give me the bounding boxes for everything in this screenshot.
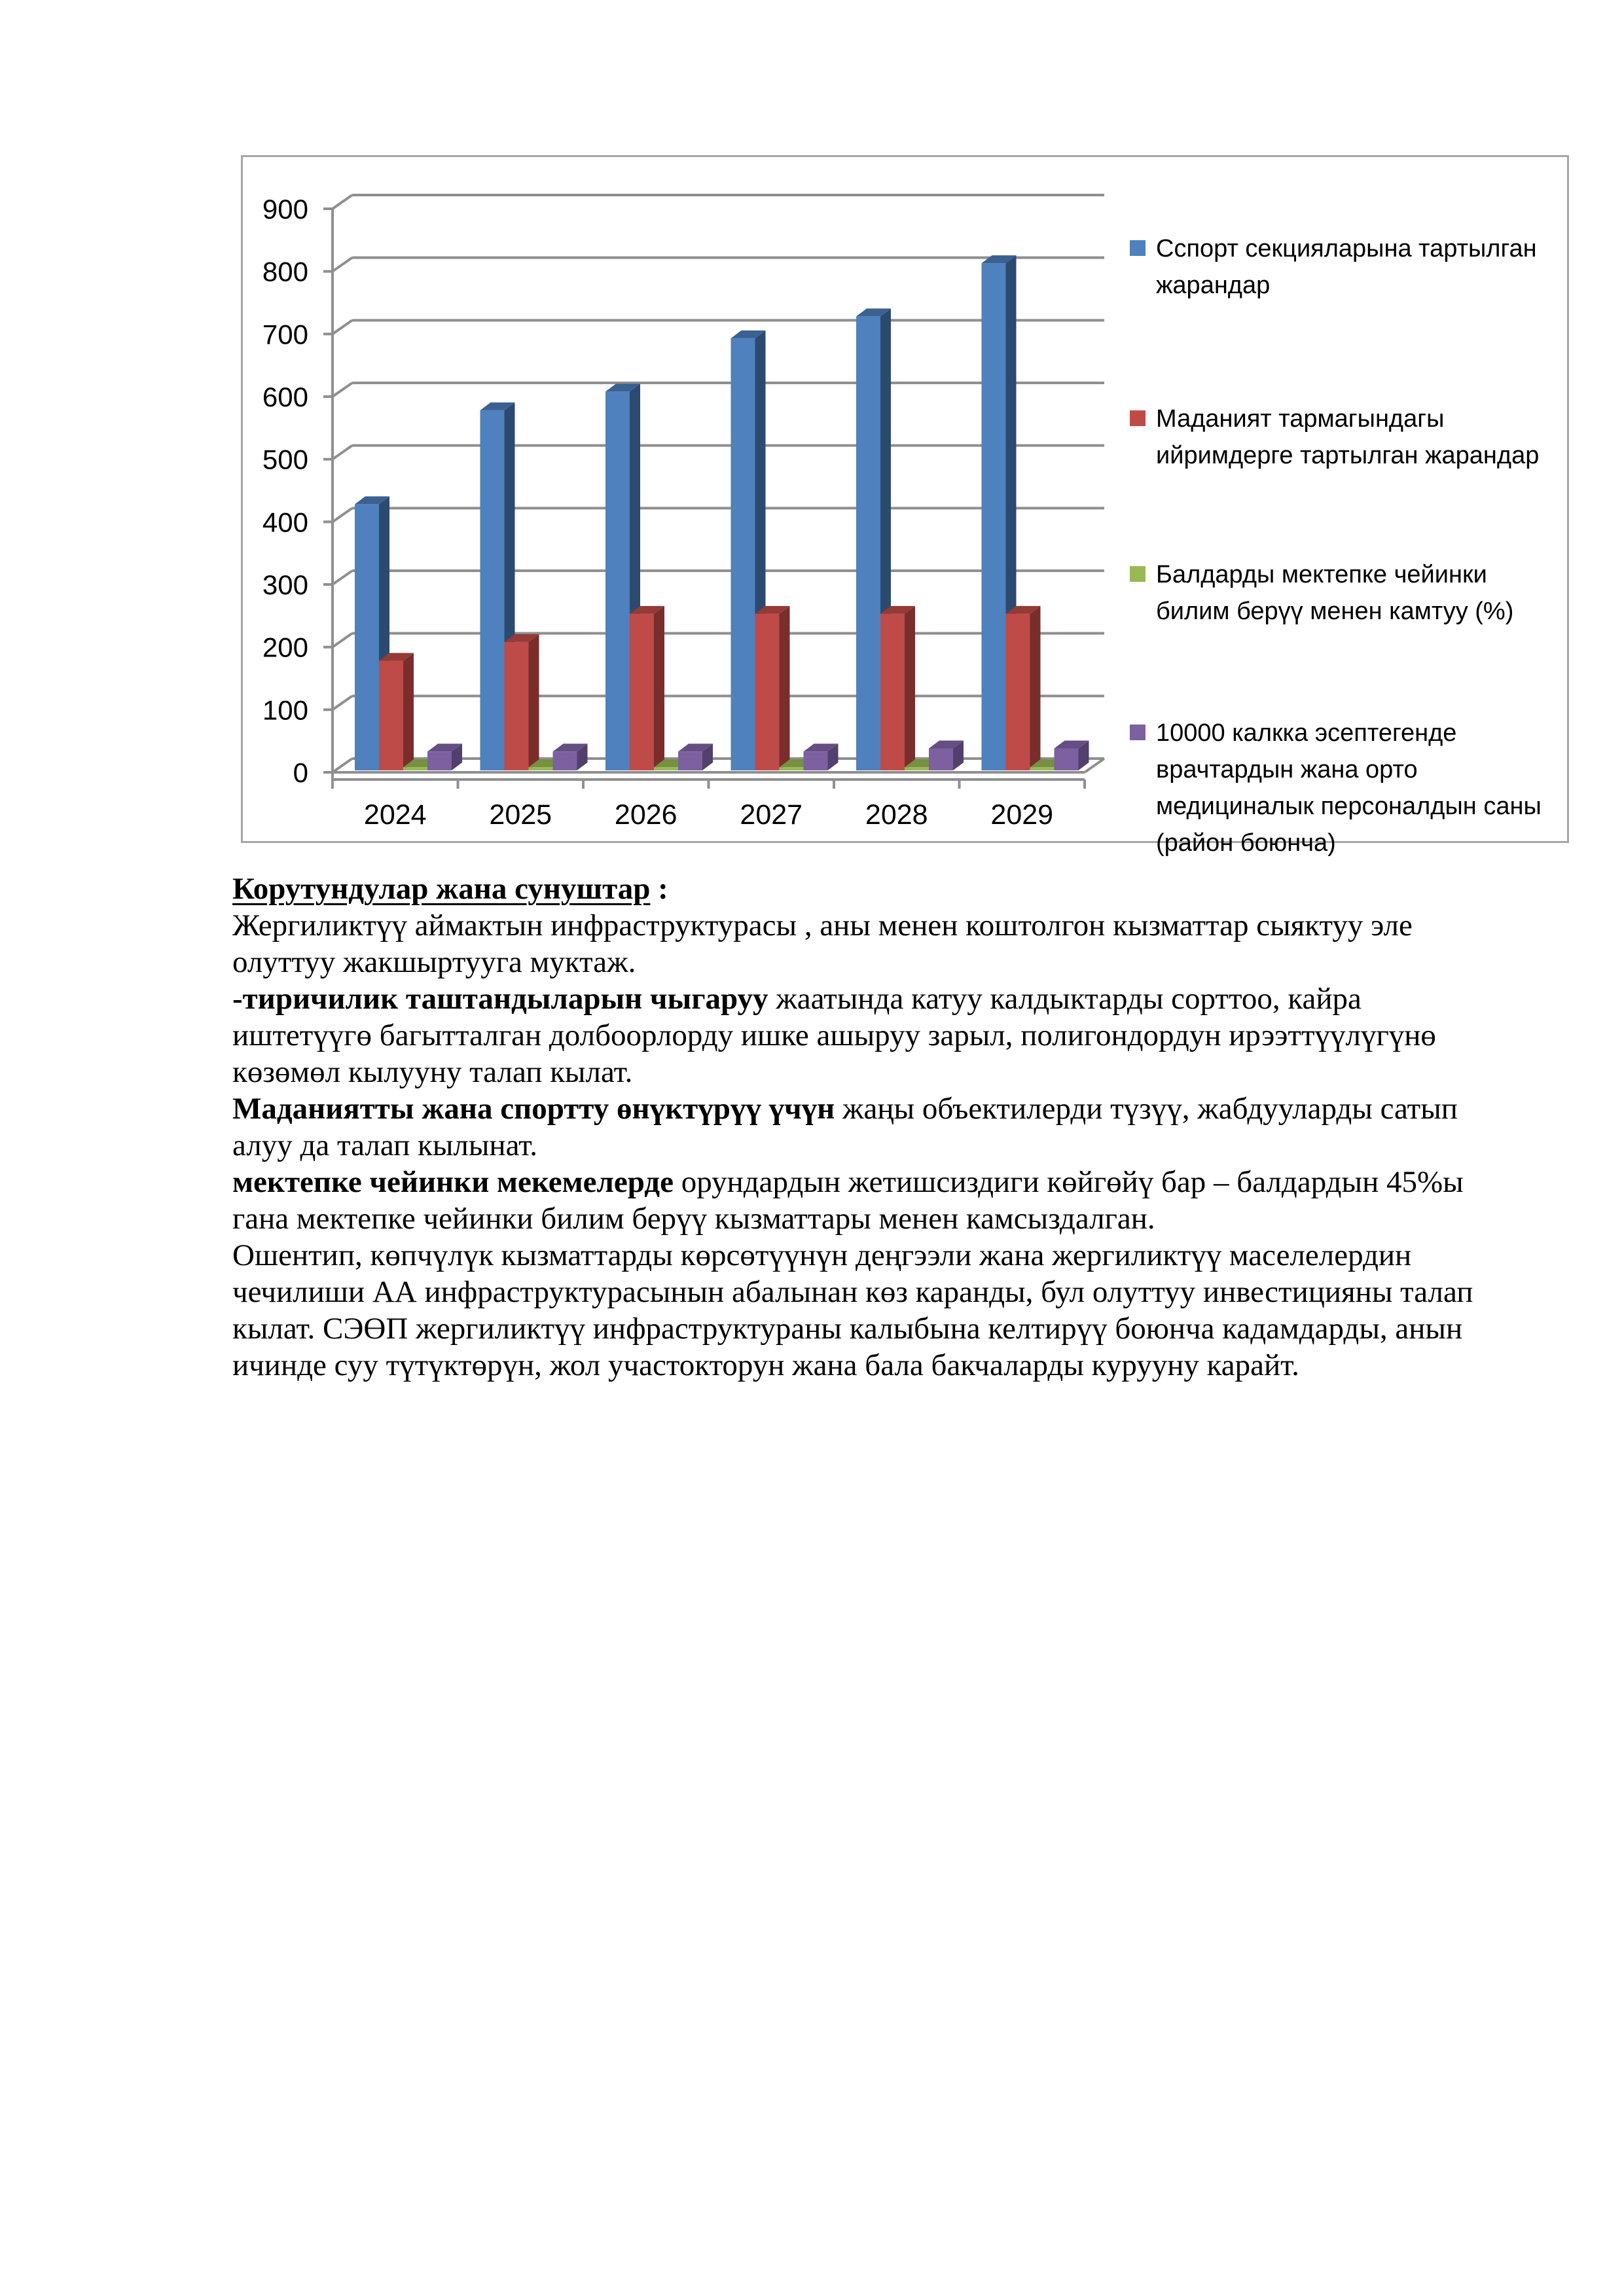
legend-label: Маданият тармагындагы ийримдерге тартылган жарандар xyxy=(1156,405,1540,469)
body-text xyxy=(232,870,1479,1384)
paragraph xyxy=(232,1237,1479,1384)
paragraph xyxy=(232,1090,1479,1164)
gridline-connector xyxy=(333,634,352,647)
bar xyxy=(505,642,529,770)
x-tick-label: 2025 xyxy=(489,799,552,831)
bar-side xyxy=(780,606,790,770)
gridline-connector xyxy=(333,383,352,397)
bar-chart-3d xyxy=(243,157,1567,841)
section-heading xyxy=(232,870,1479,907)
heading-text: Корутундулар жана сунуштар xyxy=(232,872,651,906)
bar xyxy=(355,504,379,770)
paragraph-text: жаңы объектилерди түзүү, жабдууларды сатып алуу да талап кылынат. xyxy=(232,1092,1458,1162)
gridline-connector xyxy=(333,571,352,584)
bar xyxy=(929,749,953,770)
bar xyxy=(529,767,553,770)
gridline-connector xyxy=(333,446,352,459)
paragraph-text: Жергиликтүү аймактын инфраструктурасы , аны менен коштолгон кызматтар сыяктуу эле олуттуу жакшыртууга муктаж. xyxy=(232,908,1413,979)
bar xyxy=(1030,767,1055,770)
paragraph xyxy=(232,980,1479,1090)
bar xyxy=(480,410,505,770)
legend-label: Балдарды мектепке чейинки билим берүү менен камтуу (%) xyxy=(1156,561,1514,625)
paragraph-text: орундардын жетишсиздиги көйгөйү бар – балдардын 45%ы гана мектепке чейинки билим берүү кызматтары менен камсыздалган. xyxy=(232,1165,1464,1236)
bar xyxy=(630,614,654,770)
y-tick-label: 800 xyxy=(262,256,308,287)
y-tick-label: 700 xyxy=(262,319,308,350)
y-tick-label: 900 xyxy=(262,194,308,224)
paragraph-text: жаатында катуу калдыктарды сорттоо, кайра иштетүүгө багытталган долбоорлорду ишке ашыруу зарыл, полигондордун ирээттүүлүгүнө көзөмөл кылууну талап кылат. xyxy=(232,982,1436,1089)
bar xyxy=(553,751,577,770)
heading-colon: : xyxy=(650,872,668,906)
y-tick-label: 0 xyxy=(293,757,308,788)
bar xyxy=(731,338,755,770)
bar xyxy=(755,614,780,770)
y-tick-label: 100 xyxy=(262,694,308,726)
paragraph xyxy=(232,1164,1479,1237)
y-tick-label: 300 xyxy=(262,569,308,600)
paragraph-bold-lead: Маданиятты жана спортту өнүктүрүү үчүн xyxy=(232,1092,835,1126)
gridline-connector xyxy=(333,258,352,272)
chart-container xyxy=(241,155,1569,857)
x-tick-label: 2028 xyxy=(865,799,928,831)
bar xyxy=(605,391,630,770)
gridline-connector xyxy=(333,759,352,772)
bar xyxy=(678,751,702,770)
bar xyxy=(379,661,403,770)
bar xyxy=(982,263,1006,770)
bar xyxy=(427,751,452,770)
paragraph-text: Ошентип, көпчүлүк кызматтарды көрсөтүүнүн деңгээли жана жергиликтүү маселелердин чечилиши АА инфраструктурасынын абалынан көз каранды, бул олуттуу инвестицияны талап кылат. СЭӨП жергиликтүү инфраструктураны калыбына келтирүү боюнча кадамдарды, анын ичинде суу түтүктөрүн, жол участокторун жана бала бакчаларды курууну карайт. xyxy=(232,1238,1473,1382)
legend-label: 10000 калкка эсептегенде врачтардын жана орто медициналык персоналдын саны (район боюнча) xyxy=(1156,719,1542,857)
bar xyxy=(654,767,678,770)
bar xyxy=(403,767,427,770)
bar xyxy=(804,751,828,770)
x-tick-label: 2027 xyxy=(740,799,803,831)
paragraph xyxy=(232,907,1479,980)
y-tick-label: 400 xyxy=(262,507,308,538)
gridline-connector xyxy=(333,320,352,334)
gridline-connector xyxy=(333,195,352,209)
paragraph-bold-lead: мектепке чейинки мекемелерде xyxy=(232,1165,674,1199)
gridline-connector xyxy=(333,508,352,522)
bar xyxy=(905,767,929,770)
y-tick-label: 500 xyxy=(262,444,308,475)
bar-side xyxy=(905,606,915,770)
x-tick-label: 2026 xyxy=(614,799,677,831)
bar xyxy=(780,767,804,770)
y-tick-label: 200 xyxy=(262,632,308,663)
bar-side xyxy=(403,653,414,770)
bar xyxy=(1055,749,1079,770)
gridline-connector xyxy=(333,696,352,709)
legend-label: Сспорт секцияларына тартылган жарандар xyxy=(1156,235,1537,299)
bar xyxy=(880,614,905,770)
bar xyxy=(856,316,880,770)
bar-side xyxy=(654,606,664,770)
bar-side xyxy=(529,634,539,770)
x-tick-label: 2029 xyxy=(990,799,1054,831)
bar-side xyxy=(1030,606,1041,770)
x-tick-label: 2024 xyxy=(363,799,427,831)
y-tick-label: 600 xyxy=(262,382,308,412)
paragraph-bold-lead: -тиричилик таштандыларын чыгаруу xyxy=(232,982,768,1016)
bar xyxy=(1006,614,1030,770)
